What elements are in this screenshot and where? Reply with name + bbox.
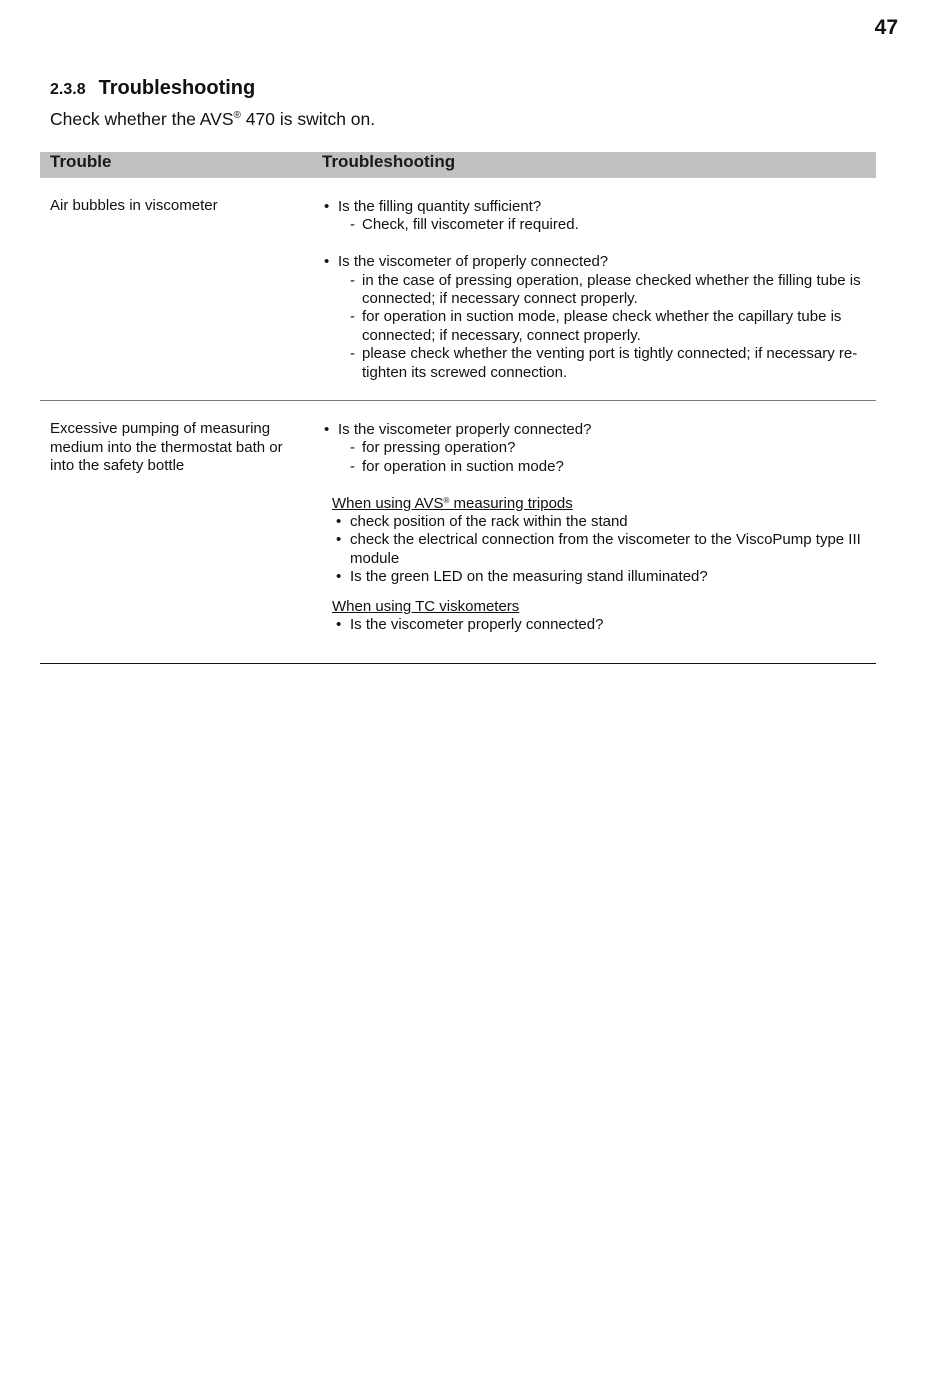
trouble-cell: Excessive pumping of measuring medium into the thermostat bath or into the safety bottle	[50, 420, 283, 475]
section-number: 2.3.8	[50, 81, 86, 98]
check-step	[322, 439, 882, 457]
step-text: for pressing operation?	[362, 439, 516, 457]
step-text: for operation in suction mode?	[362, 457, 564, 475]
step-text: for operation in suction mode, please check whether the capillary tube is connected; if necessary, connect properly.	[362, 308, 842, 344]
page-number: 47	[874, 16, 898, 39]
bullet-icon: •	[324, 421, 330, 438]
remedy-cell	[322, 198, 882, 382]
check-question	[322, 253, 882, 271]
section-heading	[50, 77, 255, 100]
dash-icon: -	[350, 345, 355, 363]
table-header	[40, 152, 876, 178]
item-text: Is the green LED on the measuring stand illuminated?	[350, 568, 708, 586]
registered-mark: ®	[443, 495, 450, 505]
check-item	[322, 531, 882, 568]
dash-icon: -	[350, 271, 355, 289]
check-item	[322, 568, 882, 586]
header-troubleshooting: Troubleshooting	[322, 152, 456, 171]
check-question	[322, 198, 882, 216]
check-step	[322, 308, 882, 345]
intro-text-before: Check whether the AVS	[50, 109, 234, 129]
bullet-icon: •	[336, 513, 342, 531]
trouble-cell: Air bubbles in viscometer	[50, 197, 218, 214]
step-text: in the case of pressing operation, please checked whether the filling tube is connected; if necessary connect properly.	[362, 271, 861, 308]
section-title: Troubleshooting	[98, 77, 256, 99]
intro-text-after: 470 is switch on.	[240, 109, 376, 129]
avs-heading-after: measuring tripods	[449, 494, 573, 512]
question-text: Is the filling quantity sufficient?	[338, 198, 542, 215]
bullet-icon: •	[336, 616, 342, 634]
bullet-icon: •	[336, 568, 342, 586]
check-item	[322, 616, 882, 634]
check-step	[322, 458, 882, 476]
remedy-cell	[322, 421, 882, 634]
avs-heading-before: When using AVS	[332, 494, 444, 512]
step-text: please check whether the venting port is tightly connected; if necessary re-tighten its screwed connection.	[362, 345, 858, 381]
bullet-icon: •	[324, 198, 330, 215]
check-step	[322, 216, 882, 234]
troubleshooting-table	[40, 152, 876, 664]
table-row	[40, 401, 876, 664]
item-text: Is the viscometer properly connected?	[350, 616, 604, 634]
dash-icon: -	[350, 308, 355, 326]
item-text: check position of the rack within the stand	[350, 513, 628, 531]
dash-icon: -	[350, 457, 355, 475]
question-text: Is the viscometer properly connected?	[338, 421, 592, 438]
registered-mark: ®	[233, 110, 241, 121]
check-step	[322, 345, 882, 382]
table-row	[40, 178, 876, 401]
bullet-icon: •	[324, 253, 330, 271]
item-text: check the electrical connection from the viscometer to the ViscoPump type III module	[350, 531, 861, 567]
check-step	[322, 272, 882, 309]
step-text: Check, fill viscometer if required.	[362, 216, 579, 234]
check-question	[322, 421, 882, 439]
header-trouble: Trouble	[50, 152, 112, 171]
dash-icon: -	[350, 216, 355, 234]
question-text: Is the viscometer of properly connected?	[338, 253, 609, 271]
bullet-icon: •	[336, 531, 342, 549]
tc-viscometers-heading: When using TC viskometers	[332, 597, 520, 615]
intro-text	[50, 109, 375, 130]
dash-icon: -	[350, 439, 355, 457]
check-item	[322, 513, 882, 531]
avs-tripods-heading	[322, 495, 882, 513]
